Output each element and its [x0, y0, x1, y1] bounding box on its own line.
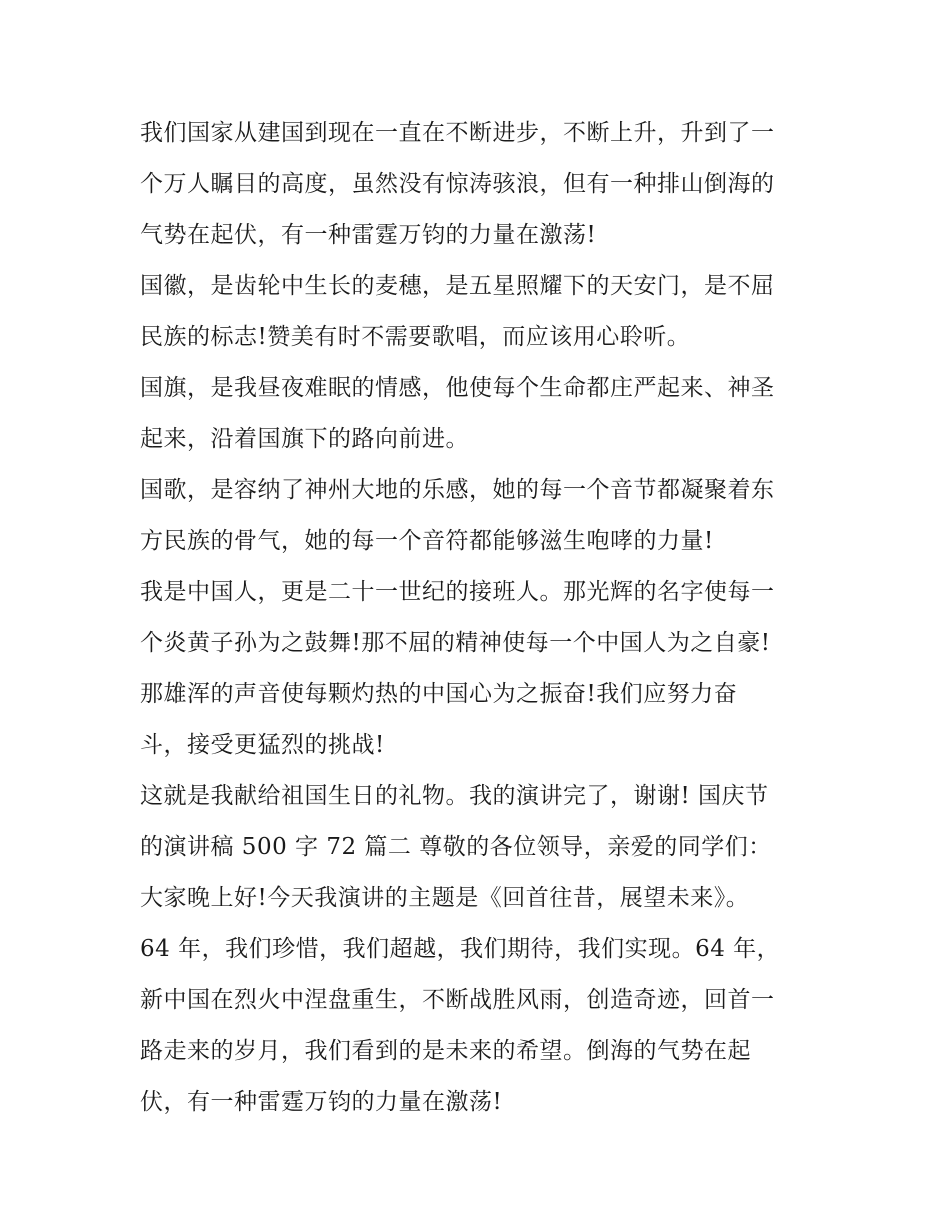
text-line: 这就是我献给祖国生日的礼物。我的演讲完了，谢谢! 国庆节: [140, 783, 769, 809]
text-line: 伏，有一种雷霆万钧的力量在激荡!: [140, 1089, 503, 1115]
text-line: 我是中国人，更是二十一世纪的接班人。那光辉的名字使每一: [140, 579, 775, 605]
text-line: 新中国在烈火中涅盘重生，不断战胜风雨，创造奇迹，回首一: [140, 987, 775, 1013]
text-line: 气势在起伏，有一种雷霆万钧的力量在激荡!: [140, 222, 597, 248]
text-line: 大家晚上好!今天我演讲的主题是《回首往昔，展望未来》。: [140, 885, 750, 911]
text-line: 的演讲稿 500 字 72 篇二 尊敬的各位领导，亲爱的同学们：: [140, 834, 772, 860]
document-body: [140, 108, 830, 1128]
text-line: 64 年，我们珍惜，我们超越，我们期待，我们实现。64 年，: [140, 936, 781, 962]
text-line: 个炎黄子孙为之鼓舞!那不屈的精神使每一个中国人为之自豪!: [140, 630, 771, 656]
text-line: 路走来的岁月，我们看到的是未来的希望。倒海的气势在起: [140, 1038, 751, 1064]
text-line: 国歌，是容纳了神州大地的乐感，她的每一个音节都凝聚着东: [140, 477, 775, 503]
text-line: 那雄浑的声音使每颗灼热的中国心为之振奋!我们应努力奋: [140, 681, 738, 707]
text-line: 国徽，是齿轮中生长的麦穗，是五星照耀下的天安门，是不屈: [140, 273, 775, 299]
text-line: 起来，沿着国旗下的路向前进。: [140, 426, 469, 452]
text-line: 斗，接受更猛烈的挑战!: [140, 732, 385, 758]
text-line: 方民族的骨气，她的每一个音符都能够滋生咆哮的力量!: [140, 528, 714, 554]
text-line: 个万人瞩目的高度，虽然没有惊涛骇浪，但有一种排山倒海的: [140, 171, 775, 197]
text-line: 我们国家从建国到现在一直在不断进步，不断上升，升到了一: [140, 120, 775, 146]
text-line: 国旗，是我昼夜难眠的情感，他使每个生命都庄严起来、神圣: [140, 375, 775, 401]
text-line: 民族的标志!赞美有时不需要歌唱，而应该用心聆听。: [140, 324, 691, 350]
